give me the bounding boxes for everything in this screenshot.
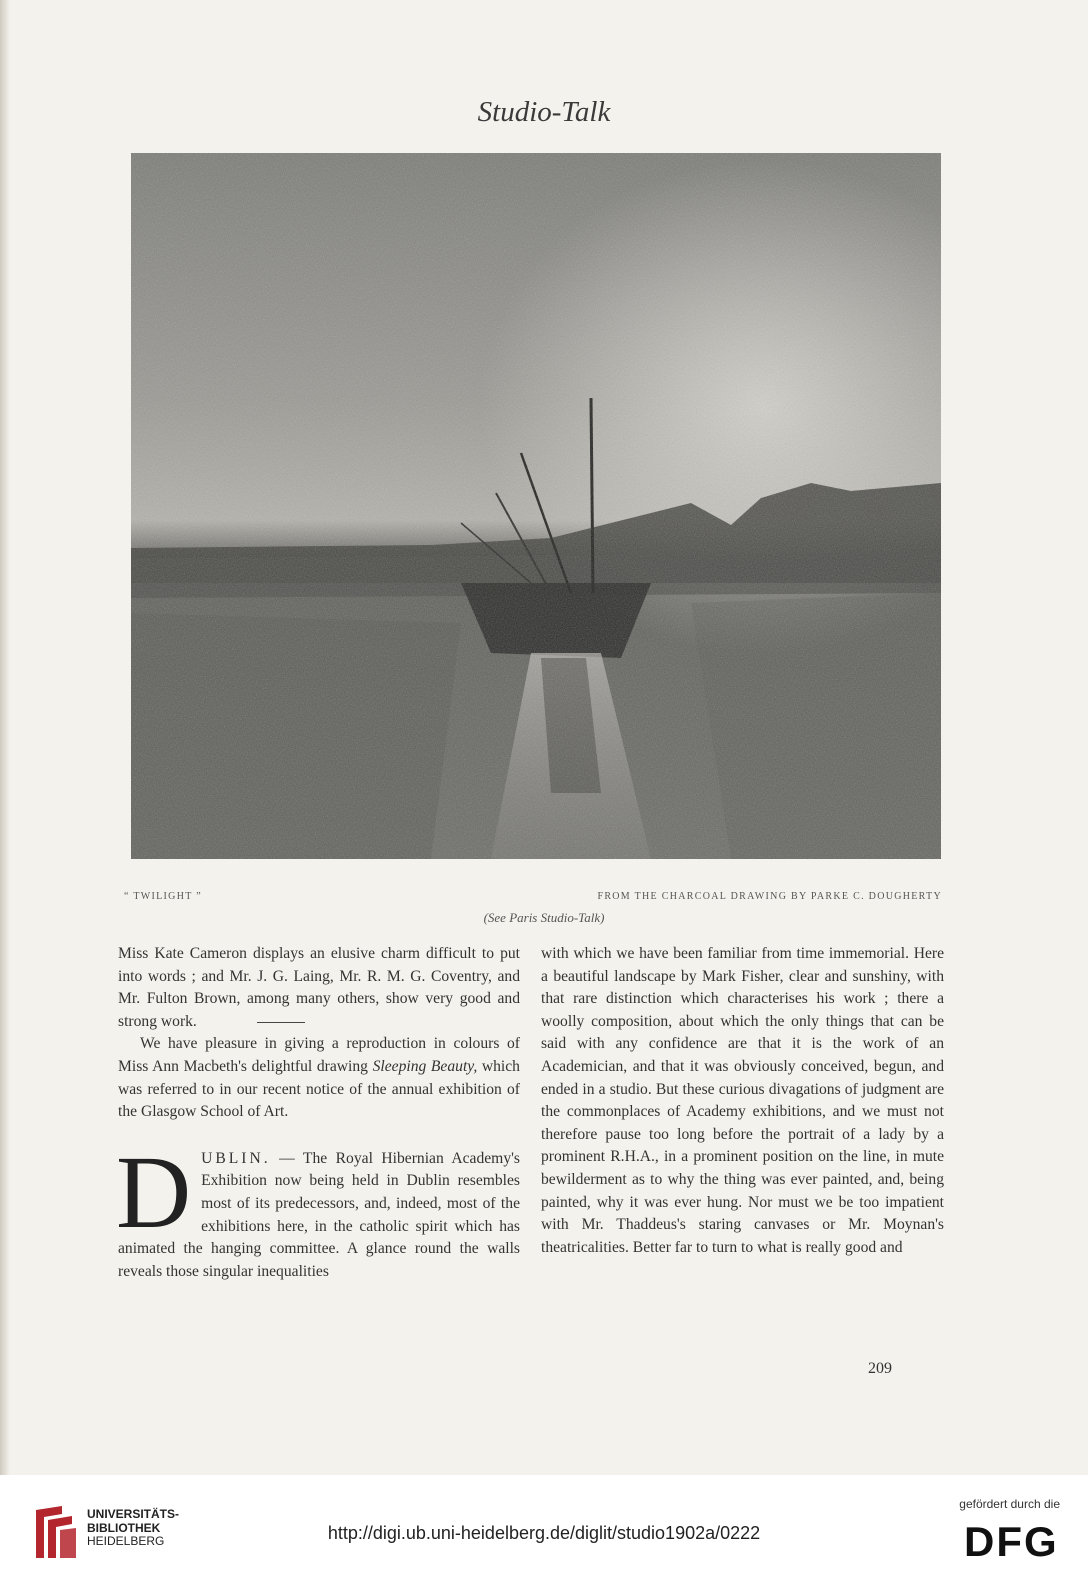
caption-credit: FROM THE CHARCOAL DRAWING BY PARKE C. DOUGHERTY bbox=[597, 891, 942, 902]
page-gutter-shadow bbox=[0, 0, 10, 1475]
drop-cap: D bbox=[116, 1134, 192, 1250]
right-column bbox=[541, 943, 944, 1259]
caption-title: “ TWILIGHT ” bbox=[124, 891, 202, 902]
twilight-illustration bbox=[131, 153, 941, 859]
library-name: UNIVERSITÄTS- BIBLIOTHEK HEIDELBERG bbox=[87, 1507, 180, 1548]
paragraph: We have pleasure in giving a reproduction in colours of Miss Ann Macbeth's delightful drawing Sleeping Beauty, which was referred to in our recent notice of the annual exhibition of the Glasgow School of Art. bbox=[118, 1035, 520, 1121]
paragraph-dublin: DUBLIN. — The Royal Hibernian Academy's Exhibition now being held in Dublin resembles most of its predecessors, and, indeed, most of the exhibitions here, in the catholic spirit which has animated the hanging committee. A glance round the walls reveals those singular inequalities bbox=[116, 1134, 520, 1280]
sponsor-label: gefördert durch die bbox=[959, 1497, 1060, 1511]
artwork-title: Sleeping Beauty, bbox=[372, 1057, 478, 1075]
section-divider bbox=[257, 1022, 305, 1023]
paragraph: with which we have been familiar from time immemorial. Here a beautiful landscape by Mark Fisher, clear and sunshiny, with that rare distinction which characterises his work ; there a woolly composition, about which the only things that can be said with any confidence are that it is the work of an Academician, and that it was obviously conceived, begun, and ended in a studio. But these curious divagations of judgment are the commonplaces of Academy exhibitions, and we must not therefore pause too long before the portrait of a lady by a prominent R.H.A., in a prominent position on the line, in mute bewilderment as to why the thing was ever painted, and, being painted, why it was ever hung. Nor must we be too impatient with Mr. Thaddeus's staring canvases or Mr. Moynan's theatricalities. Better far to turn to what is really good and bbox=[541, 945, 944, 1256]
paragraph: Miss Kate Cameron displays an elusive charm difficult to put into words ; and Mr. J. G. Laing, Mr. R. M. G. Coventry, and Mr. Fulton Brown, among many others, show very good and strong work. bbox=[118, 945, 520, 1030]
running-head: Studio-Talk bbox=[477, 96, 611, 128]
dfg-logo: DFG bbox=[964, 1518, 1059, 1565]
permalink-url[interactable]: http://digi.ub.uni-heidelberg.de/diglit/studio1902a/0222 bbox=[327, 1523, 761, 1543]
page-number: 209 bbox=[868, 1360, 892, 1377]
left-column bbox=[118, 943, 520, 1283]
caption-note: (See Paris Studio-Talk) bbox=[483, 910, 605, 925]
section-lead: UBLIN. bbox=[201, 1149, 271, 1167]
